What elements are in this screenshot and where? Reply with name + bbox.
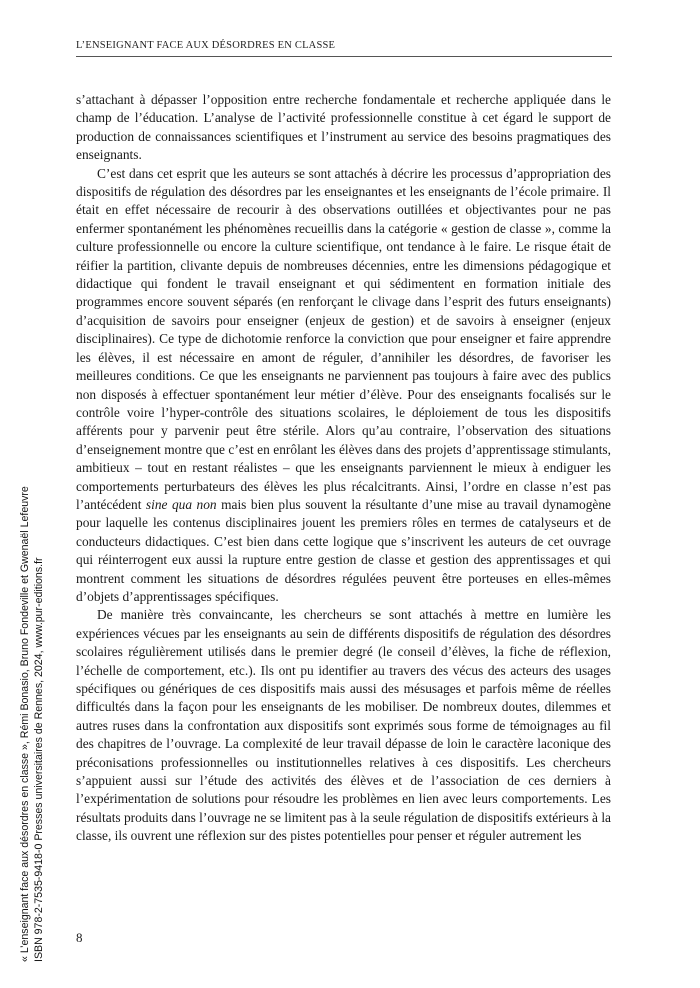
page-number: 8 xyxy=(76,930,83,945)
paragraph-1: s’attachant à dépasser l’opposition entre recherche fondamentale et recherche appliquée dans le champ de l’éducation. L’analyse de l’activité professionnelle constitue à cet égard le support de production de connaissances scientifiques et l’instrument au service des besoins pragmatiques des enseignants. xyxy=(76,92,611,163)
side-notice-isbn-line: ISBN 978-2-7535-9418-0 Presses universitaires de Rennes, 2024, www.pur-editions.fr xyxy=(33,557,45,962)
side-copyright-notice xyxy=(18,62,46,962)
header-divider xyxy=(76,56,612,57)
running-header: L’ENSEIGNANT FACE AUX DÉSORDRES EN CLASSE xyxy=(76,40,336,51)
paragraph-2-text-start: C’est dans cet esprit que les auteurs se sont attachés à décrire les processus d’appropriation des dispositifs de régulation des désordres par les enseignantes et les enseignants de l’école primaire. Il était en effet nécessaire de recourir à des observations outillées et objectivantes pour ne pas enfermer spontanément les phénomènes recueillis dans la catégorie « gestion de classe », comme la culture professionnelle ou encore la culture scientifique, ont tendance à le faire. Le risque était de réifier la partition, clivante depuis de nombreuses décennies, entre les dimensions pédagogique et didactique qui fondent le travail enseignant et qui sédimentent en formation initiale des programmes encore souvent séparés (en renforçant le clivage dans l’esprit des futurs enseignants) d’acquisition de savoirs pour enseigner (enjeux de gestion) et de savoirs à enseigner (enjeux disciplinaires). Ce type de dichotomie renforce la conviction que pour enseigner et faire apprendre les élèves, il est nécessaire en amont de réguler, d’annihiler les désordres, de favoriser les meilleures conditions. Ce que les enseignants ne parviennent pas toujours à faire avec des publics non disposés à effectuer spontanément leur métier d’élève. Pour des enseignants focalisés sur le contrôle voire l’hyper-contrôle des situations scolaires, le déploiement de tous les dispositifs afférents pour y parvenir peut être stérile. Alors qu’au contraire, l’observation des situations d’enseignement montre que c’est en enrôlant les élèves dans des projets d’apprentissage stimulants, ambitieux – tout en restant réalistes – que les enseignants parviennent le mieux à endiguer les comportements perturbateurs des élèves les plus récalcitrants. Ainsi, l’ordre en classe n’est pas l’antécédent xyxy=(76,165,611,512)
paragraph-2 xyxy=(76,165,611,607)
side-notice-title-line: « L’enseignant face aux désordres en classe », Rémi Bonasio, Bruno Fondeville et Gwenaël Lefeuvre xyxy=(19,486,31,962)
paragraph-3: De manière très convaincante, les chercheurs se sont attachés à mettre en lumière les expériences vécues par les enseignants au sein de différents dispositifs de régulation des désordres scolaires régulièrement utilisés dans le premier degré (le conseil d’élèves, la fiche de réflexion, l’échelle de comportement, etc.). Ils ont pu identifier au travers des vécus des acteurs des usages spécifiques ou génériques de ces dispositifs mais aussi des mésusages et parfois même de réelles difficultés dans la façon pour les enseignants de les mobiliser. De nombreux doutes, dilemmes et autres ruses dans la confrontation aux dispositifs sont exprimés sous forme de témoignages au fil des chapitres de l’ouvrage. La complexité de leur travail dépasse de loin le caractère laconique des préconisations professionnelles ou institutionnelles relatives à ces dispositifs. Les chercheurs s’appuient aussi sur l’étude des activités des élèves et de l’association de ces derniers à l’expérimentation de solutions pour résoudre les problèmes en lien avec leurs comportements. Les résultats produits dans l’ouvrage ne se limitent pas à la seule régulation de dispositifs extérieurs à la classe, ils ouvrent une réflexion sur des pistes potentielles pour penser et réguler autrement les xyxy=(76,607,611,844)
body-text xyxy=(76,91,611,846)
paragraph-2-italic-term: sine qua non xyxy=(145,496,217,512)
paragraph-2-text-end: mais bien plus souvent la résultante d’une mise au travail dynamogène pour laquelle les contenus disciplinaires jouent les premiers rôles en termes de catalyseurs et de conducteurs didactiques. C’est bien dans cette logique que s’inscrivent les auteurs de cet ouvrage qui réinterrogent eux aussi la rupture entre gestion de classe et gestion des apprentissages et qui montrent comment les situations de désordres régulées peuvent être porteuses en elles-mêmes d’objets d’apprentissages spécifiques. xyxy=(76,496,611,604)
